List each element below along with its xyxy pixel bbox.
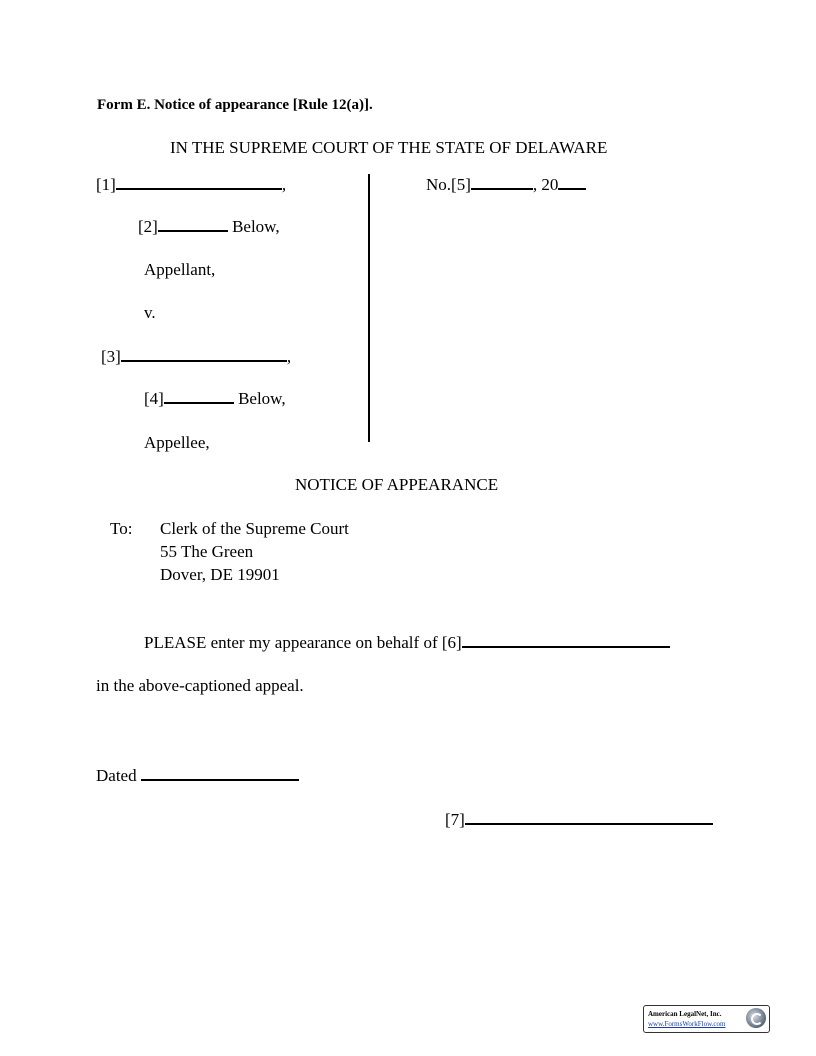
signature-blank[interactable] [465,822,713,825]
appellee-label: Appellee, [144,433,210,452]
caption-party-1-line [96,176,286,193]
form-title: Form E. Notice of appearance [Rule 12(a)]. [97,97,373,113]
field-2-blank[interactable] [158,229,228,232]
addressee-line-3: Dover, DE 19901 [160,565,280,584]
case-year-prefix: , 20 [532,175,559,194]
field-3-blank[interactable] [121,359,287,362]
field-2-marker: [2] [138,217,158,236]
logo-website-link[interactable]: www.FormsWorkFlow.com [648,1020,726,1028]
appearance-statement [144,634,670,651]
logo-emblem-icon [746,1008,766,1028]
field-4-marker: [4] [144,389,164,408]
field-1-suffix: , [281,175,287,194]
to-label: To: [110,519,133,538]
signature-line [445,811,713,828]
appellant-label: Appellant, [144,260,216,279]
addressee-line-2: 55 The Green [160,542,254,561]
field-4-blank[interactable] [164,401,234,404]
court-title: IN THE SUPREME COURT OF THE STATE OF DELAWARE [170,138,608,157]
field-3-suffix: , [286,347,292,366]
case-year-blank[interactable] [558,187,586,190]
caption-court-below-1-line [138,218,280,235]
versus-label: v. [144,303,156,322]
case-number-blank[interactable] [471,187,533,190]
field-1-marker: [1] [96,175,116,194]
field-4-suffix: Below, [238,389,286,408]
case-no-prefix: No.[5] [426,175,471,194]
caption-divider [368,174,370,442]
appearance-prefix: PLEASE enter my appearance on behalf of [6] [144,633,462,652]
addressee-line-1: Clerk of the Supreme Court [160,519,349,538]
dated-label: Dated [96,766,137,785]
caption-party-3-line [101,348,291,365]
field-1-blank[interactable] [116,187,282,190]
case-number-line [426,176,586,193]
field-7-marker: [7] [445,810,465,829]
dated-blank[interactable] [141,778,299,781]
caption-court-below-2-line [144,390,286,407]
publisher-logo [643,1005,770,1033]
logo-company-name: American LegalNet, Inc. [648,1010,722,1018]
field-2-suffix: Below, [232,217,280,236]
appearance-statement-continued: in the above-captioned appeal. [96,676,304,695]
field-3-marker: [3] [101,347,121,366]
field-6-blank[interactable] [462,645,670,648]
dated-line [96,767,299,784]
notice-heading: NOTICE OF APPEARANCE [295,475,499,494]
